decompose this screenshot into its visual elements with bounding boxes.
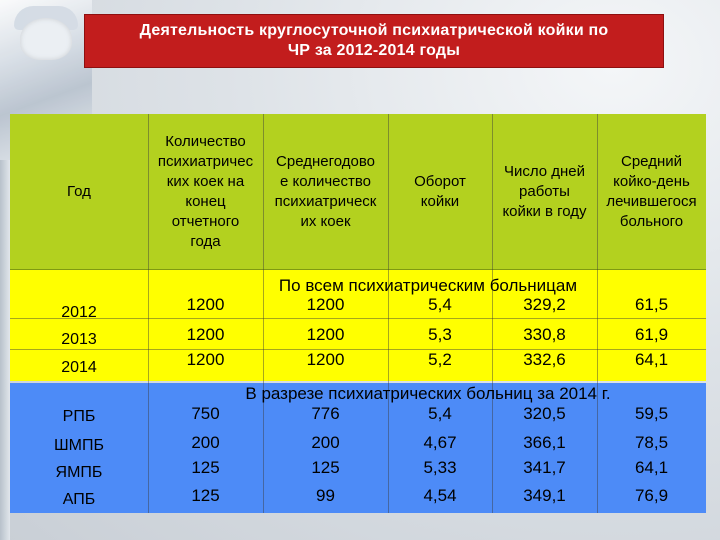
header-beds-end: Количество психиатричес ких коек на конец отчетного года [157, 132, 254, 250]
row-label: АПБ [62, 491, 96, 508]
cell-beds-end: 1200 [186, 325, 225, 344]
cell-beds-avg: 776 [311, 404, 340, 423]
row-label: РПБ [62, 408, 96, 425]
row-label: ШМПБ [54, 437, 104, 454]
cell-beds-end: 750 [191, 404, 220, 423]
cell-avg-bed-day: 64,1 [634, 350, 669, 369]
cell-days: 320,5 [523, 404, 566, 423]
cell-days: 349,1 [523, 486, 566, 505]
header-beds-avg: Среднегодово е количество психиатрическ их коек [274, 152, 377, 230]
header-year: Год [67, 182, 91, 200]
cell-days: 332,6 [523, 350, 566, 369]
row-label: 2012 [61, 304, 97, 321]
cell-turnover: 5,2 [428, 350, 452, 369]
cell-turnover: 5,33 [423, 458, 457, 477]
cell-turnover: 5,4 [428, 295, 452, 314]
cell-turnover: 5,3 [428, 325, 452, 344]
cell-avg-bed-day: 59,5 [634, 404, 669, 423]
cell-avg-bed-day: 61,5 [634, 295, 669, 314]
cell-beds-avg: 200 [311, 433, 340, 452]
title-box [84, 14, 664, 68]
doctor-face-shape [20, 18, 72, 60]
cell-days: 341,7 [523, 458, 566, 477]
section-all-title: По всем психиатрическим больницам [278, 276, 578, 295]
header-avg-bed-day: Средний койко-день лечившегося больного [606, 152, 697, 230]
row-label: 2013 [61, 331, 97, 348]
cell-beds-end: 200 [191, 433, 220, 452]
header-days: Число дней работы койки в году [502, 162, 587, 220]
cell-turnover: 4,54 [423, 486, 457, 505]
cell-turnover: 5,4 [428, 404, 452, 423]
cell-days: 329,2 [523, 295, 566, 314]
cell-beds-avg: 1200 [306, 295, 345, 314]
cell-avg-bed-day: 61,9 [634, 325, 669, 344]
cell-beds-end: 1200 [186, 350, 225, 369]
cell-beds-end: 125 [191, 486, 220, 505]
cell-beds-end: 1200 [186, 295, 225, 314]
cell-avg-bed-day: 64,1 [634, 458, 669, 477]
cell-beds-avg: 1200 [306, 325, 345, 344]
cell-days: 330,8 [523, 325, 566, 344]
cell-avg-bed-day: 78,5 [634, 433, 669, 452]
header-turnover: Оборот койки [414, 172, 466, 210]
cell-beds-avg: 99 [316, 486, 335, 505]
section-hospitals-title: В разрезе психиатрических больниц за 2014 г. [245, 384, 611, 403]
slide-title: Деятельность круглосуточной психиатрической койки по ЧР за 2012-2014 годы [139, 22, 609, 59]
cell-days: 366,1 [523, 433, 566, 452]
left-decoration [0, 160, 10, 540]
cell-avg-bed-day: 76,9 [634, 486, 669, 505]
cell-beds-end: 125 [191, 458, 220, 477]
cell-turnover: 4,67 [423, 433, 457, 452]
row-label: ЯМПБ [55, 464, 103, 481]
cell-beds-avg: 1200 [306, 350, 345, 369]
cell-beds-avg: 125 [311, 458, 340, 477]
row-label: 2014 [61, 359, 97, 376]
